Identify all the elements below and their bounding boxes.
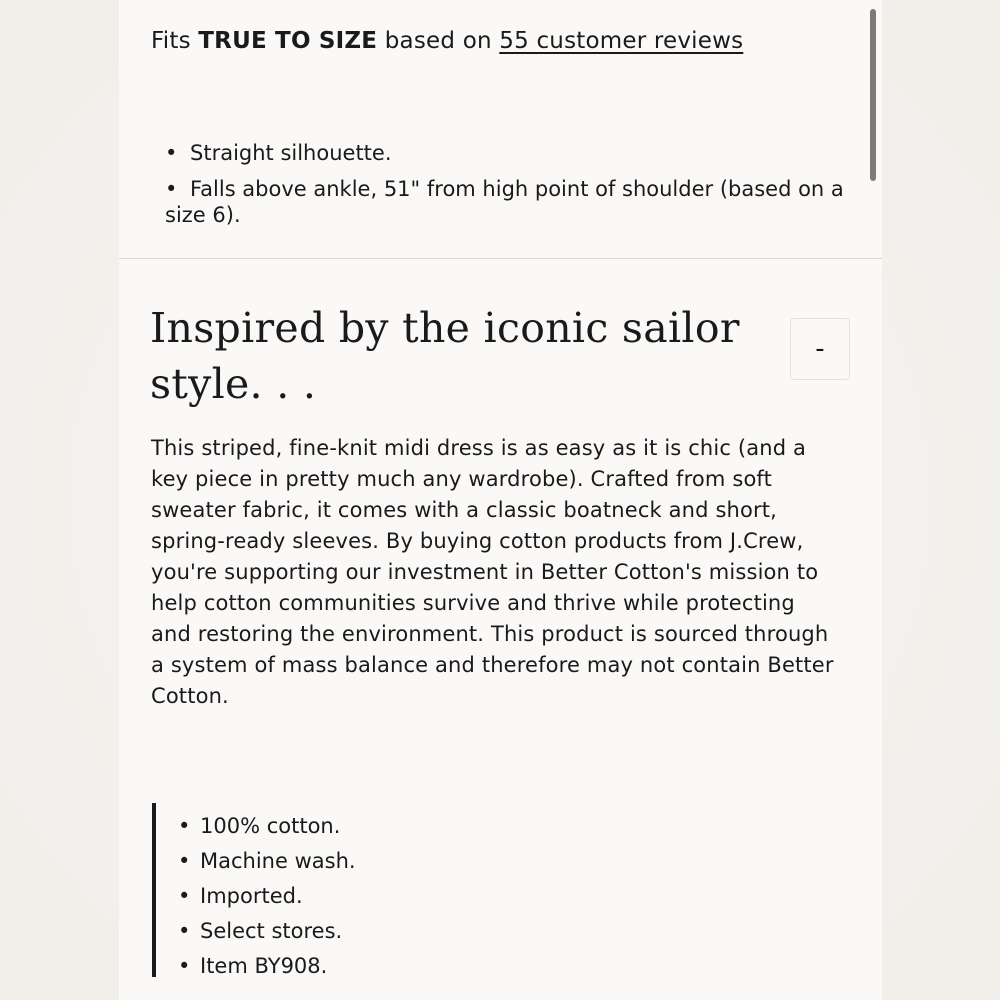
list-item-text: Imported. [200, 884, 303, 908]
list-item-text: Falls above ankle, 51" from high point of shoulder (based on a size 6). [165, 177, 844, 227]
fit-value: TRUE TO SIZE [198, 28, 378, 54]
list-item [165, 140, 845, 166]
bullet-icon: • [178, 954, 191, 978]
customer-reviews-link[interactable]: 55 customer reviews [499, 28, 744, 54]
list-item-text: 100% cotton. [200, 814, 341, 838]
section-divider [119, 258, 882, 259]
bullet-icon: • [178, 814, 191, 838]
list-item [178, 879, 356, 914]
scrollbar-thumb[interactable] [870, 9, 876, 181]
list-item [178, 949, 356, 984]
list-item [165, 176, 845, 228]
product-details-panel [119, 0, 882, 1000]
list-item [178, 809, 356, 844]
section-title: Inspired by the iconic sailor style. . . [150, 304, 740, 408]
product-specs-list [178, 809, 356, 984]
list-item-text: Straight silhouette. [190, 141, 392, 165]
product-description: This striped, fine-knit midi dress is as easy as it is chic (and a key piece in pretty much any wardrobe). Crafted from soft sweater fabric, it comes with a classic boatneck and short, spring-ready sleeves. By buying cotton products from J.Crew, you're supporting our investment in Better Cotton's mission to help cotton communities survive and thrive while protecting and restoring the environment. This product is sourced through a system of mass balance and therefore may not contain Better Cotton. [151, 436, 834, 708]
fit-summary [151, 28, 743, 54]
collapse-button[interactable]: - [790, 318, 850, 380]
list-item-text: Select stores. [200, 919, 343, 943]
list-item [178, 844, 356, 879]
bullet-icon: • [178, 884, 191, 908]
bullet-icon: • [165, 141, 178, 165]
fit-prefix: Fits [151, 28, 191, 54]
list-item-text: Item BY908. [200, 954, 328, 978]
product-specs-block [152, 803, 556, 977]
fit-middle: based on [384, 28, 492, 54]
list-item-text: Machine wash. [200, 849, 356, 873]
fit-details-list [165, 140, 845, 238]
list-item [178, 914, 356, 949]
bullet-icon: • [165, 177, 178, 201]
bullet-icon: • [178, 919, 191, 943]
bullet-icon: • [178, 849, 191, 873]
